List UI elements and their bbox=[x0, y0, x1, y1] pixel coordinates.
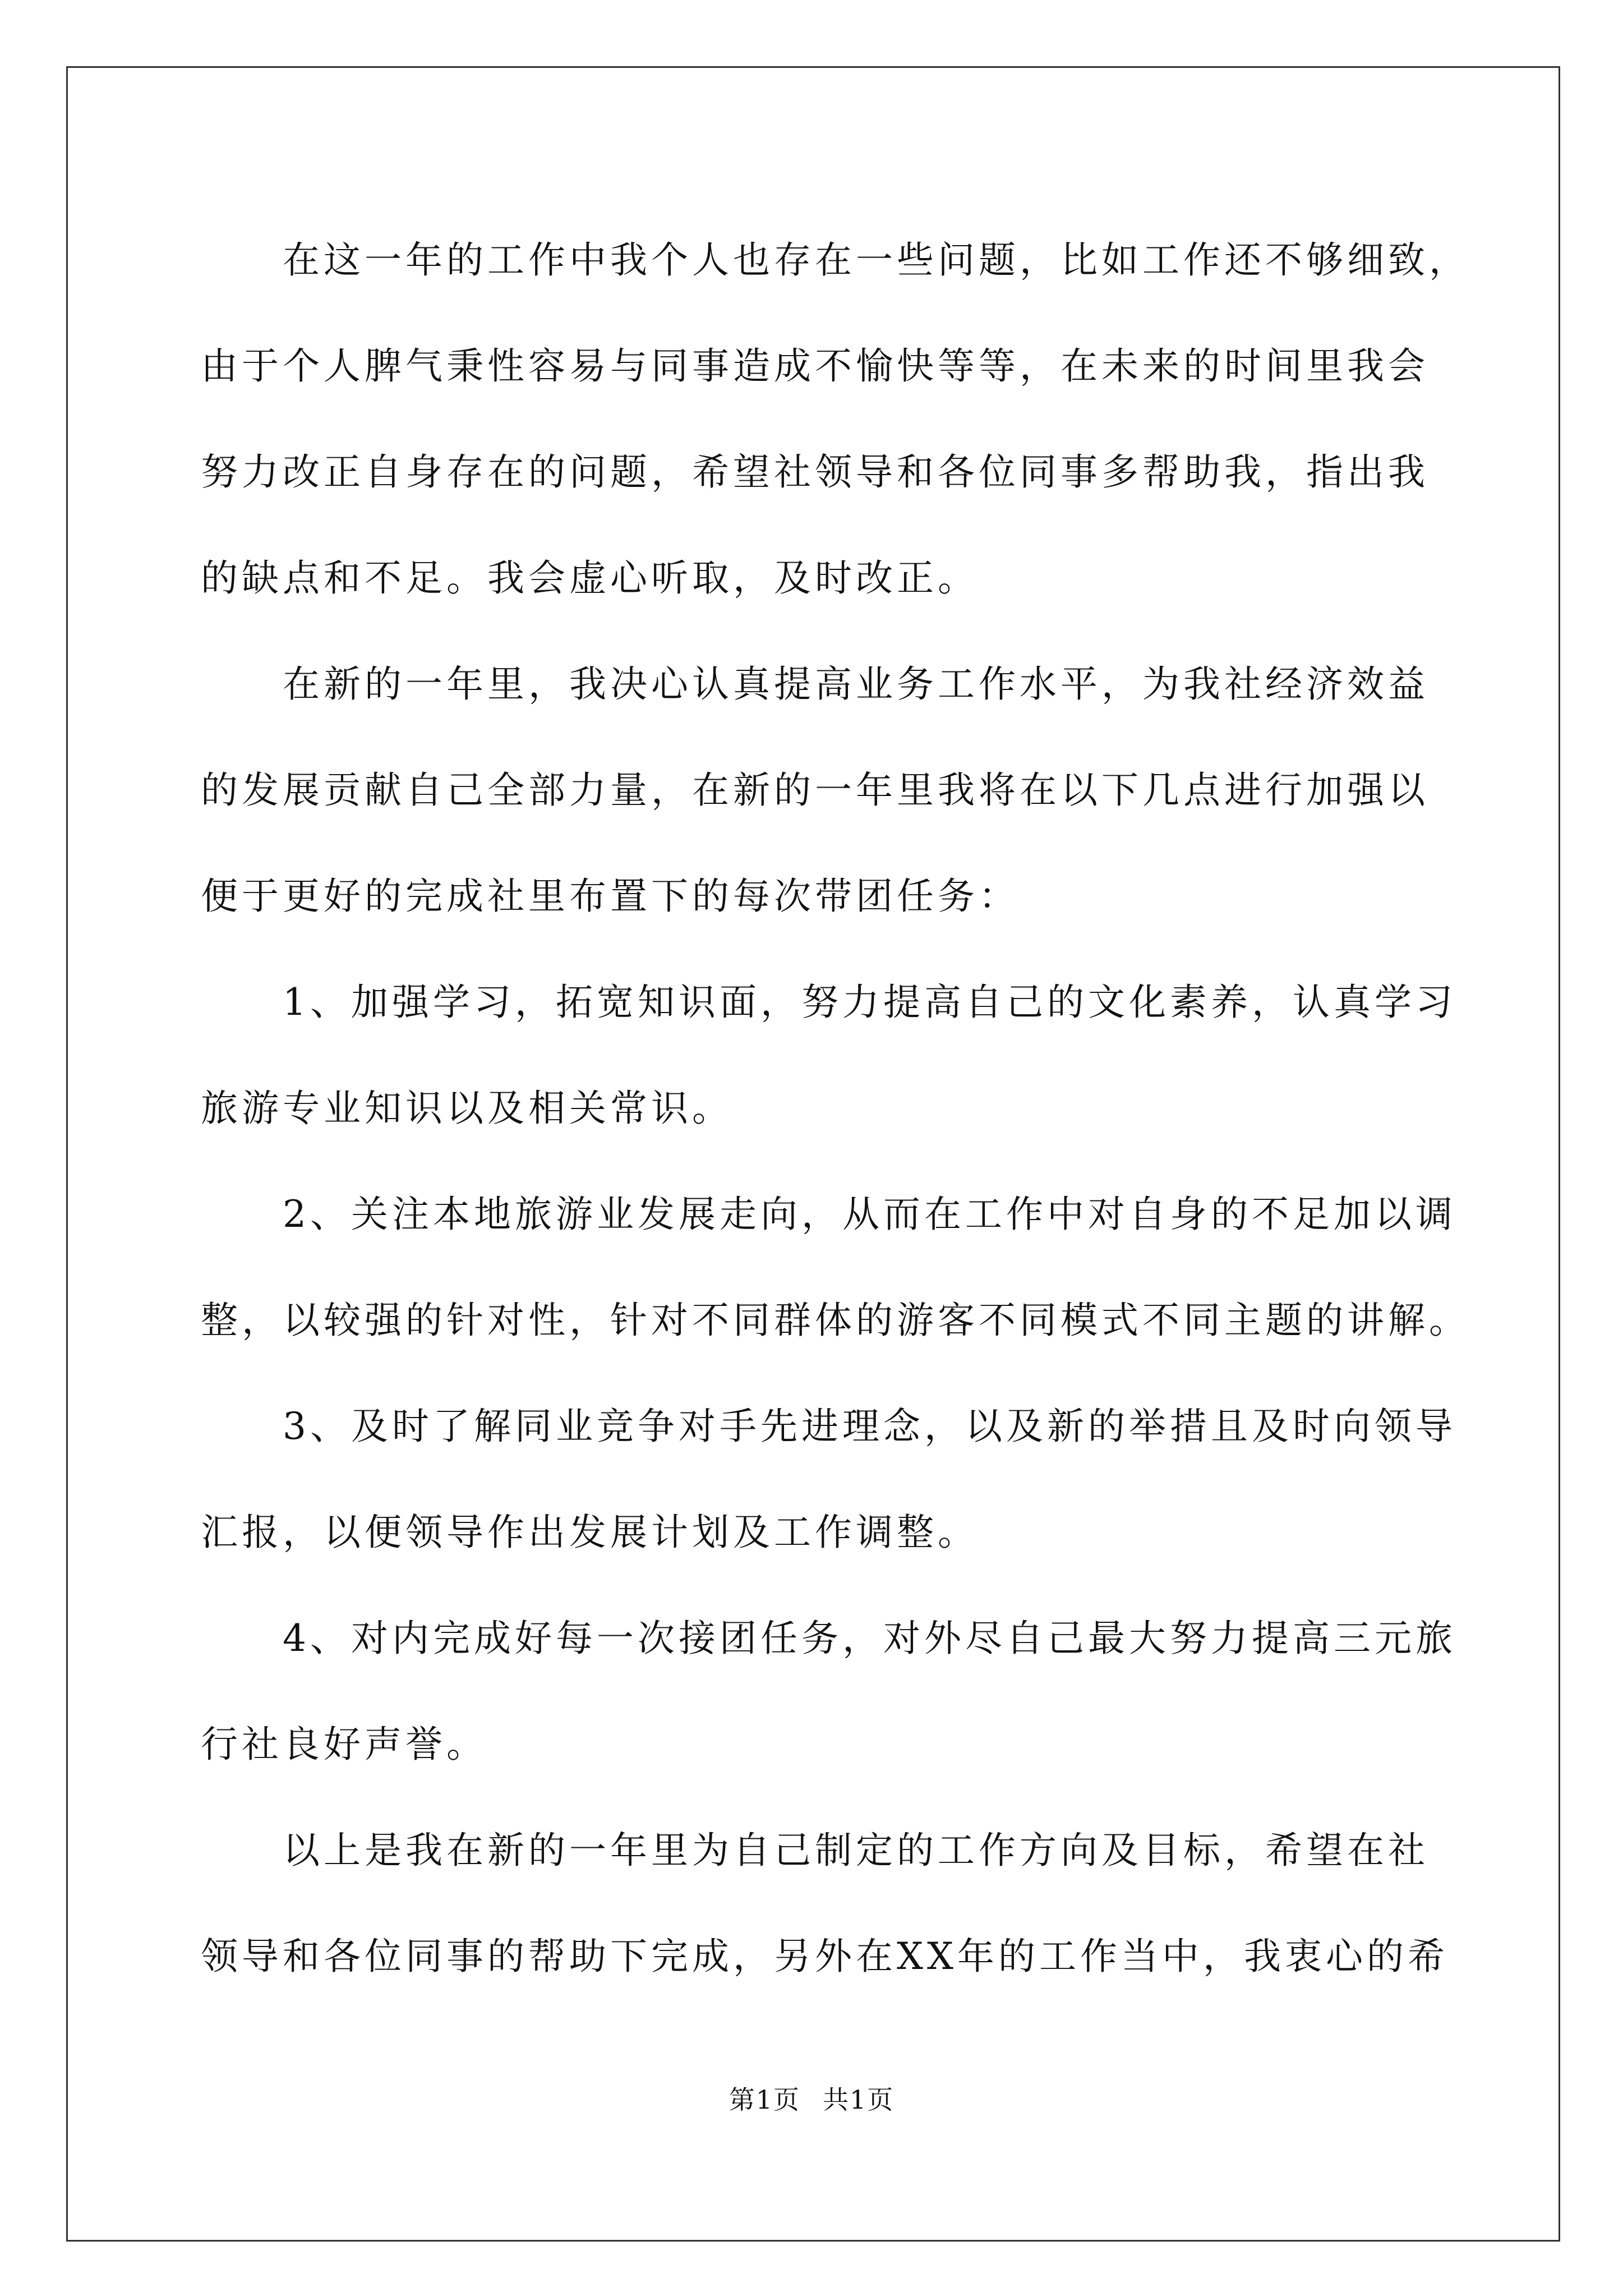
page-footer bbox=[0, 2083, 1623, 2116]
text-line: 汇报，以便领导作出发展计划及工作调整。 bbox=[201, 1511, 979, 1554]
text-line: 的发展贡献自己全部力量，在新的一年里我将在以下几点进行加强以 bbox=[201, 769, 1429, 812]
text-line: 在这一年的工作中我个人也存在一些问题，比如工作还不够细致， bbox=[283, 238, 1470, 282]
text-line: 由于个人脾气秉性容易与同事造成不愉快等等，在未来的时间里我会 bbox=[201, 344, 1429, 388]
list-item-line: 2、关注本地旅游业发展走向，从而在工作中对自身的不足加以调 bbox=[283, 1193, 1456, 1236]
text-line: 领导和各位同事的帮助下完成，另外在XX年的工作当中，我衷心的希 bbox=[201, 1935, 1449, 1978]
document-body bbox=[201, 207, 1470, 2009]
page-number-total: 共1页 bbox=[823, 2085, 895, 2115]
text-line: 以上是我在新的一年里为自己制定的工作方向及目标，希望在社 bbox=[283, 1829, 1429, 1872]
text-line: 在新的一年里，我决心认真提高业务工作水平，为我社经济效益 bbox=[283, 662, 1429, 706]
text-line: 便于更好的完成社里布置下的每次带团任务： bbox=[201, 875, 1020, 918]
list-item-line: 3、及时了解同业竞争对手先进理念，以及新的举措且及时向领导 bbox=[283, 1405, 1456, 1448]
list-item-line: 4、对内完成好每一次接团任务，对外尽自己最大努力提高三元旅 bbox=[283, 1617, 1456, 1660]
text-line: 行社良好声誉。 bbox=[201, 1723, 487, 1766]
text-line: 旅游专业知识以及相关常识。 bbox=[201, 1087, 733, 1130]
list-item-line: 1、加强学习，拓宽知识面，努力提高自己的文化素养，认真学习 bbox=[283, 981, 1456, 1024]
text-line: 整，以较强的针对性，针对不同群体的游客不同模式不同主题的讲解。 bbox=[201, 1299, 1470, 1342]
text-line: 努力改正自身存在的问题，希望社领导和各位同事多帮助我，指出我 bbox=[201, 450, 1429, 494]
page-number-current: 第1页 bbox=[728, 2085, 800, 2115]
text-line: 的缺点和不足。我会虚心听取，及时改正。 bbox=[201, 556, 979, 600]
